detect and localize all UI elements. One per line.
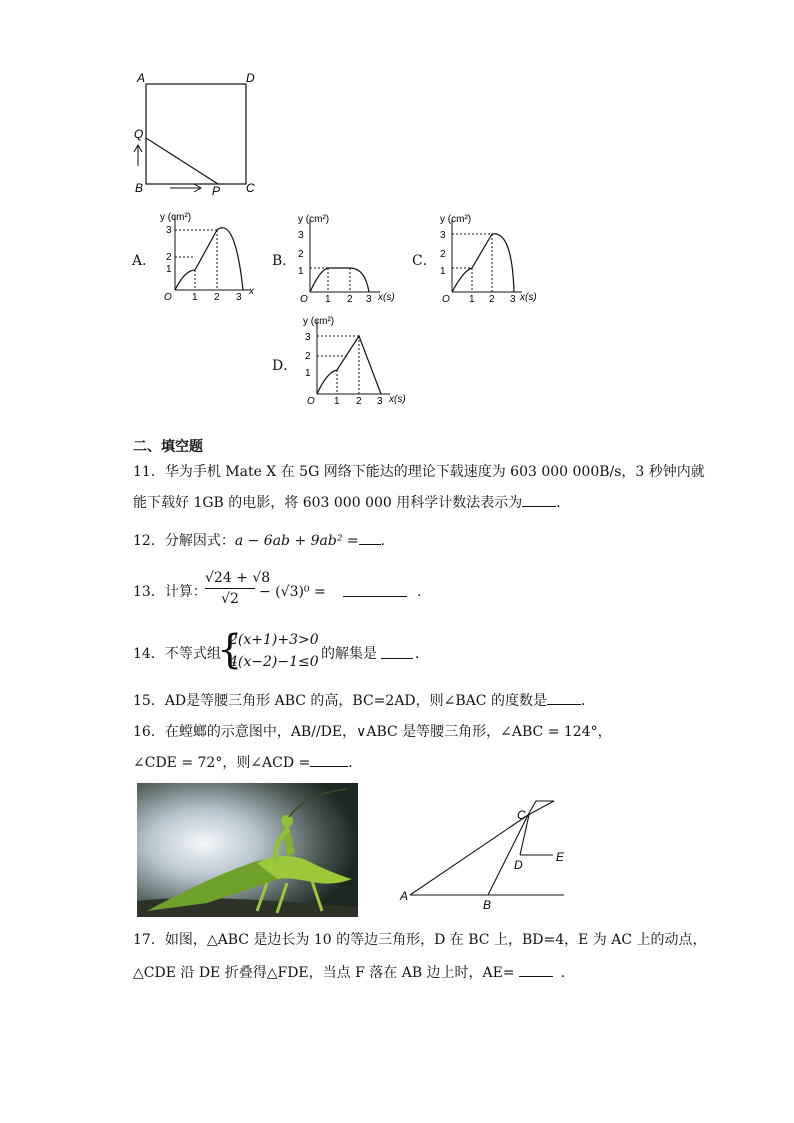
svg-text:x: x xyxy=(249,286,254,297)
label-D: D xyxy=(246,71,255,85)
label-C: C xyxy=(246,181,255,195)
svg-text:O: O xyxy=(307,396,315,406)
svg-text:O: O xyxy=(300,294,308,302)
svg-text:y (cm²): y (cm²) xyxy=(160,212,192,223)
svg-text:B: B xyxy=(483,898,492,912)
svg-text:1: 1 xyxy=(192,292,198,300)
svg-text:3: 3 xyxy=(305,332,311,343)
svg-text:3: 3 xyxy=(510,294,516,302)
svg-text:3: 3 xyxy=(440,230,446,241)
option-a-label: A． xyxy=(132,253,157,269)
q17-line2: △CDE 沿 DE 折叠得△FDE，当点 F 落在 AB 边上时，AE= ． xyxy=(133,962,575,983)
svg-text:2: 2 xyxy=(489,294,495,302)
square-figure xyxy=(128,68,268,198)
option-c-label: C． xyxy=(412,253,437,269)
svg-text:2: 2 xyxy=(356,396,362,406)
answer-blank[interactable] xyxy=(519,962,553,977)
svg-text:3: 3 xyxy=(298,230,304,241)
option-a-graph xyxy=(150,210,260,300)
svg-text:1: 1 xyxy=(298,266,304,277)
svg-text:2: 2 xyxy=(214,292,220,300)
mantis-photo xyxy=(137,783,358,917)
svg-text:2: 2 xyxy=(298,249,304,260)
svg-text:2: 2 xyxy=(305,351,311,362)
answer-blank[interactable] xyxy=(381,644,413,659)
svg-text:y (cm²): y (cm²) xyxy=(298,214,330,225)
svg-text:1: 1 xyxy=(334,396,340,406)
svg-text:x(s): x(s) xyxy=(389,394,406,405)
q16-line2: ∠CDE = 72°，则∠ACD = ． xyxy=(133,752,362,773)
svg-text:E: E xyxy=(556,850,565,864)
label-A: A xyxy=(137,71,146,85)
answer-blank[interactable] xyxy=(310,752,348,767)
svg-text:O: O xyxy=(164,292,172,300)
svg-text:1: 1 xyxy=(325,294,331,302)
svg-text:x(s): x(s) xyxy=(378,292,395,302)
answer-blank[interactable] xyxy=(547,690,581,705)
svg-text:1: 1 xyxy=(440,266,446,277)
option-d-graph xyxy=(295,314,415,406)
q11-line2: 能下载好 1GB 的电影，将 603 000 000 用科学计数法表示为 ． xyxy=(133,492,570,513)
svg-text:1: 1 xyxy=(166,264,172,275)
answer-blank[interactable] xyxy=(359,530,381,545)
q17-line1: 17．如图，△ABC 是边长为 10 的等边三角形，D 在 BC 上，BD=4，E 为 AC 上的动点， xyxy=(133,932,707,948)
svg-text:1: 1 xyxy=(469,294,475,302)
option-b-label: B． xyxy=(272,253,297,269)
svg-text:x(s): x(s) xyxy=(520,292,537,302)
svg-text:O: O xyxy=(442,294,450,302)
svg-text:1: 1 xyxy=(305,368,311,379)
label-P: P xyxy=(212,184,221,198)
mantis-geometry-figure xyxy=(398,795,578,915)
label-Q: Q xyxy=(134,127,144,141)
svg-text:3: 3 xyxy=(236,292,242,300)
option-d-label: D． xyxy=(272,358,298,374)
svg-text:3: 3 xyxy=(366,294,372,302)
q11-line1: 11．华为手机 Mate X 在 5G 网络下能达的理论下载速度为 603 000 000B/s，3 秒钟内就 xyxy=(133,464,705,480)
svg-text:y (cm²): y (cm²) xyxy=(440,214,472,225)
q12: 12．分解因式：a − 6ab + 9ab² = . xyxy=(133,530,385,551)
option-b-graph xyxy=(290,212,405,302)
q16-line1: 16．在螳螂的示意图中，AB//DE，∨ABC 是等腰三角形，∠ABC = 124°， xyxy=(133,724,612,740)
svg-text:y (cm²): y (cm²) xyxy=(303,316,335,327)
section-title: 二、填空题 xyxy=(133,439,203,455)
q12-expression: a − 6ab + 9ab² = xyxy=(234,533,359,549)
svg-text:A: A xyxy=(400,889,409,903)
q15: 15．AD是等腰三角形 ABC 的高，BC=2AD，则∠BAC 的度数是 ． xyxy=(133,690,595,711)
svg-text:2: 2 xyxy=(166,252,172,263)
svg-text:2: 2 xyxy=(347,294,353,302)
answer-blank[interactable] xyxy=(522,492,556,507)
svg-text:3: 3 xyxy=(166,225,172,236)
svg-text:3: 3 xyxy=(377,396,383,406)
label-B: B xyxy=(135,181,144,195)
answer-blank[interactable] xyxy=(343,582,407,597)
svg-text:D: D xyxy=(514,858,523,872)
option-c-graph xyxy=(432,212,547,302)
svg-text:C: C xyxy=(517,808,526,822)
svg-text:2: 2 xyxy=(440,249,446,260)
